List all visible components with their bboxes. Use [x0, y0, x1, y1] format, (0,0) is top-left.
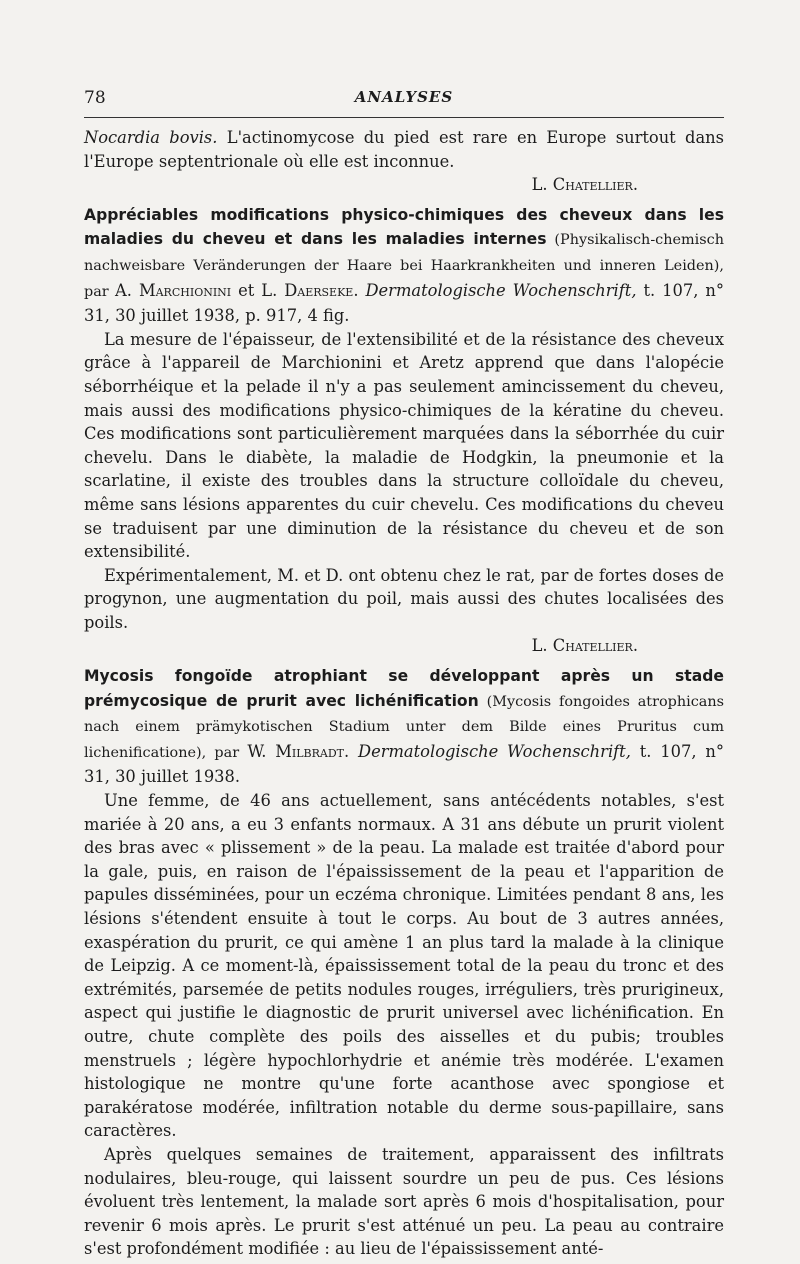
- article2-journal: Dermatologische Wochenschrift,: [349, 741, 631, 761]
- article2-title: Mycosis fongoïde atrophiant se développant après un stade prémycosique de prurit avec lichénification: [84, 667, 724, 710]
- article2-reference: t. 107, n° 31, 30 juillet 1938.: [84, 741, 725, 787]
- article2-german-title: (Mycosis fongoides atrophicans nach einem prämykotischen Stadium unter dem Bilde eines Pruritus cum lichenificatione), par: [84, 693, 724, 761]
- page-number: 78: [84, 88, 106, 108]
- article1-title: Appréciables modifications physico-chimiques des cheveux dans les maladies du cheveu et dans les maladies internes: [84, 205, 724, 249]
- article1-journal: Dermatologische Wochenschrift,: [358, 280, 637, 300]
- article1-paragraph-1: La mesure de l'épaisseur, de l'extensibilité et de la résistance des cheveux grâce à l'appareil de Marchionini et Aretz apprend que dans l'alopécie séborrhéique et la pelade il n'y a pas seulement amincissement du cheveu, mais aussi des modifications physico-chimiques de la kératine du cheveu. Ces modifications sont particulièrement marquées dans la séborrhée du cuir chevelu. Dans le diabète, la maladie de Hodgkin, la pneumonie et la scarlatine, il existe des troubles dans la structure colloïdale du cheveu, même sans lésions apparentes du cuir chevelu. Ces modifications du cheveu se traduisent par une diminution de la résistance du cheveu et de son extensibilité.: [84, 329, 724, 562]
- article2-heading: [84, 664, 724, 789]
- article1-german-title: (Physikalisch-chemisch nachweisbare Veränderungen der Haare bei Haarkrankheiten und inneren Leiden), par: [84, 232, 724, 300]
- article1-reference: t. 107, n° 31, 30 juillet 1938, p. 917, 4 fig.: [84, 280, 724, 326]
- article1-paragraph-2: Expérimentalement, M. et D. ont obtenu chez le rat, par de fortes doses de progynon, une augmentation du poil, mais aussi des chutes localisées des poils.: [84, 565, 724, 632]
- article2-paragraph-2: Après quelques semaines de traitement, apparaissent des infiltrats nodulaires, bleu-rouge, qui laissent sourdre un peu de pus. Ces lésions évoluent très lentement, la malade sort après 6 mois d'hospitalisation, pour revenir 6 mois après. Le prurit s'est atténué un peu. La peau au contraire s'est profondément modifiée : au lieu de l'épaississement anté-: [84, 1144, 724, 1259]
- signature-2: L. Chatellier.: [531, 636, 638, 656]
- nocardia-text: L'actinomycose du pied est rare en Europe surtout dans l'Europe septentrionale où elle est inconnue.: [84, 128, 724, 171]
- running-title: ANALYSES: [354, 88, 454, 106]
- body-text: [84, 126, 724, 1261]
- article2-paragraph-1: Une femme, de 46 ans actuellement, sans antécédents notables, s'est mariée à 20 ans, a eu 3 enfants normaux. A 31 ans débute un prurit violent des bras avec « plissement » de la peau. La malade est traitée d'abord pour la gale, puis, en raison de l'épaississement de la peau et l'apparition de papules disséminées, pour un eczéma chronique. Limitées pendant 8 ans, les lésions s'étendent ensuite à tout le corps. Au bout de 3 autres années, exaspération du prurit, ce qui amène 1 an plus tard la malade à la clinique de Leipzig. A ce moment-là, épaississement total de la peau du tronc et des extrémités, parsemée de petits nodules rouges, irréguliers, très prurigineux, aspect qui justifie le diagnostic de prurit universel avec lichénification. En outre, chute complète des poils des aisselles et du pubis; troubles menstruels ; légère hypochlorhydrie et anémie très modérée. L'examen histologique ne montre qu'une forte acanthose avec spongiose et parakératose modérée, infiltration notable du derme sous-papillaire, sans caractères.: [84, 791, 724, 1141]
- signature-1: L. Chatellier.: [531, 175, 638, 195]
- page-header: [84, 88, 724, 112]
- article2-author: W. Milbradt.: [247, 741, 350, 761]
- article1-author1: A. Marchionini: [115, 280, 232, 300]
- header-rule: [84, 117, 724, 118]
- article1-heading: Appréciables modifications physico-chimiques des cheveux dans les maladies du cheveu et dans les maladies internes (Physikalisch-chemisch nachweisbare Veränderungen der Haare bei Haarkrankheiten und inneren Leiden), par A. Marchionini et L. Daerseke. Dermatologische Wochenschrift, t. 107, n° 31, 30 juillet 1938, p. 917, 4 fig.: [84, 205, 724, 326]
- article1-author2: L. Daerseke.: [261, 280, 359, 300]
- nocardia-italic: Nocardia bovis.: [84, 128, 218, 147]
- nocardia-paragraph: [84, 126, 724, 173]
